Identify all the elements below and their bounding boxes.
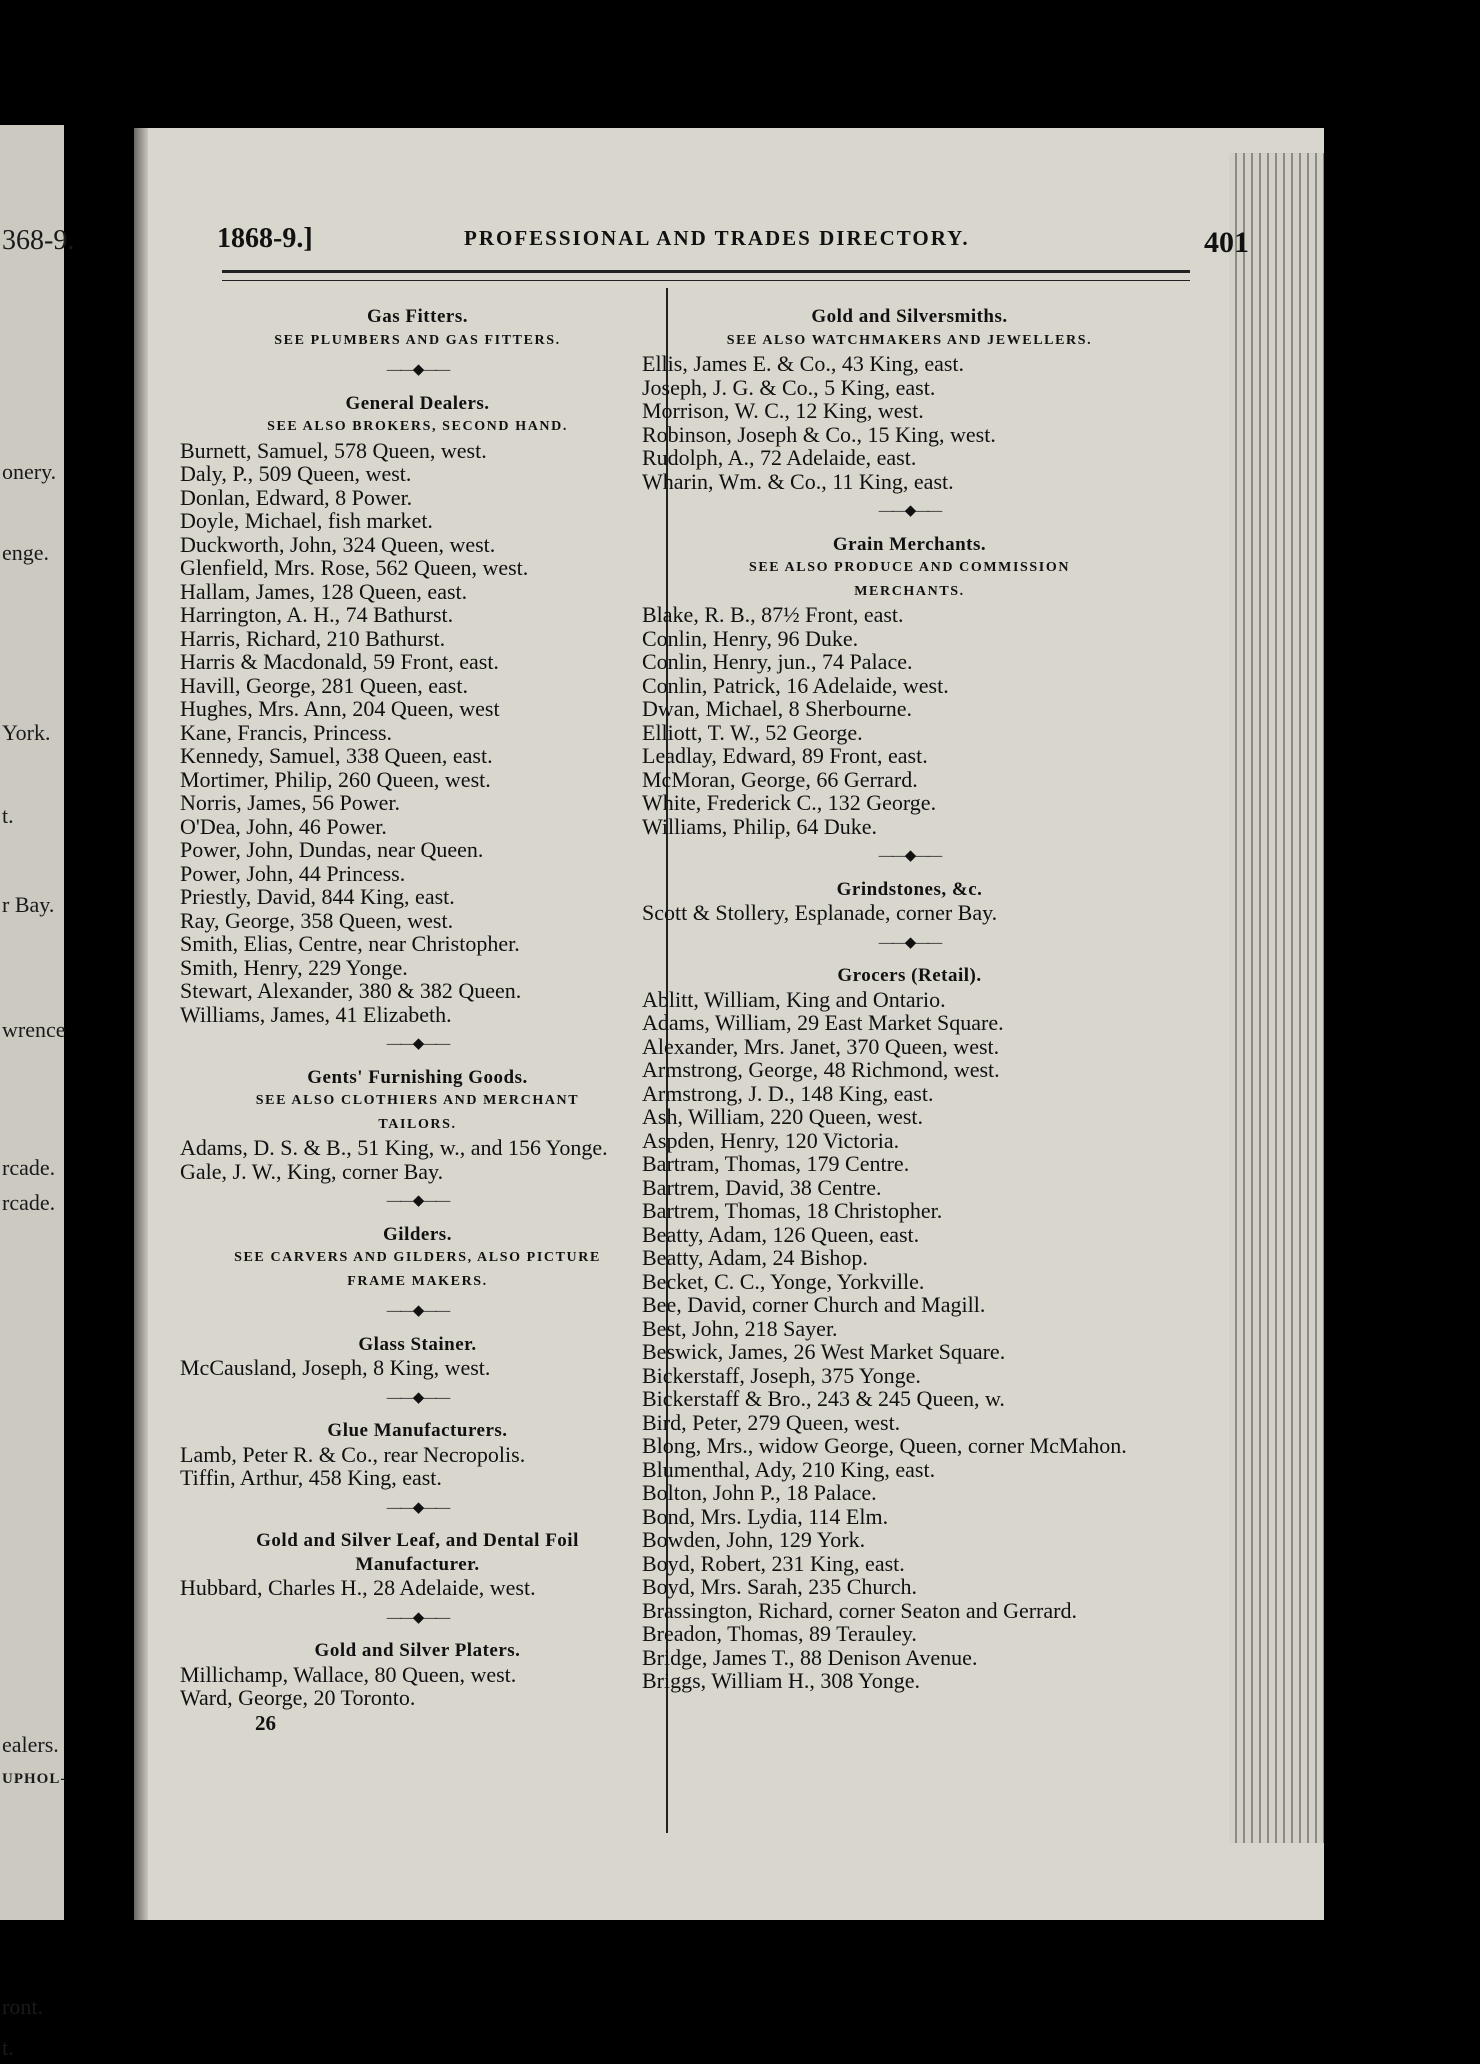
directory-entry: Bee, David, corner Church and Magill.	[642, 1292, 986, 1317]
directory-entry: Bartrem, Thomas, 18 Christopher.	[642, 1198, 943, 1223]
directory-entry: Ward, George, 20 Toronto.	[180, 1685, 416, 1710]
directory-entry: Tiffin, Arthur, 458 King, east.	[180, 1465, 442, 1490]
directory-entry: Scott & Stollery, Esplanade, corner Bay.	[642, 900, 998, 925]
directory-entry: Best, John, 218 Sayer.	[642, 1315, 838, 1341]
section-heading: Glass Stainer.	[358, 1333, 477, 1355]
directory-entry: Adams, William, 29 East Market Square.	[642, 1010, 1004, 1035]
section-ornament: ——◆——	[878, 934, 941, 951]
directory-entry: Lamb, Peter R. & Co., rear Necropolis.	[180, 1441, 526, 1467]
directory-entry: O'Dea, John, 46 Power.	[180, 813, 387, 839]
facing-page-text: wrence	[2, 1017, 66, 1043]
page-number: 401	[1204, 226, 1249, 259]
cross-reference: SEE ALSO CLOTHIERS AND MERCHANT	[255, 1093, 580, 1108]
directory-entry: Morrison, W. C., 12 King, west.	[642, 398, 924, 423]
directory-entry: Bickerstaff, Joseph, 375 Yonge.	[642, 1362, 921, 1388]
cross-reference: SEE ALSO BROKERS, SECOND HAND.	[267, 419, 568, 434]
directory-entry: Aspden, Henry, 120 Victoria.	[642, 1127, 900, 1153]
directory-entry: Daly, P., 509 Queen, west.	[180, 461, 412, 486]
directory-entry: Adams, D. S. & B., 51 King, w., and 156 Yonge.	[180, 1135, 608, 1160]
directory-entry: Beatty, Adam, 24 Bishop.	[642, 1245, 868, 1270]
running-header	[174, 223, 1249, 263]
facing-page-text: ront.	[2, 1994, 43, 2020]
directory-entry: Power, John, 44 Princess.	[180, 860, 406, 886]
signature-mark: 26	[255, 1710, 276, 1735]
directory-entry: Ablitt, William, King and Ontario.	[642, 986, 946, 1012]
directory-entry: Beatty, Adam, 126 Queen, east.	[642, 1221, 920, 1247]
directory-entry: Ellis, James E. & Co., 43 King, east.	[642, 351, 965, 376]
facing-page-text: ealers.	[2, 1731, 59, 1757]
directory-entry: Becket, C. C., Yonge, Yorkville.	[642, 1268, 925, 1294]
directory-entry: Alexander, Mrs. Janet, 370 Queen, west.	[642, 1033, 1000, 1059]
directory-page	[134, 128, 1324, 1920]
directory-entry: Boyd, Robert, 231 King, east.	[642, 1550, 905, 1576]
directory-entry: Power, John, Dundas, near Queen.	[180, 837, 484, 862]
section-ornament: ——◆——	[386, 1036, 449, 1052]
section-heading: Gold and Silver Platers.	[314, 1640, 521, 1661]
directory-entry: Doyle, Michael, fish market.	[180, 508, 433, 533]
section-ornament: ——◆——	[878, 848, 941, 864]
directory-entry: Norris, James, 56 Power.	[180, 790, 400, 815]
section-heading: General Dealers.	[345, 392, 490, 414]
section-ornament: ——◆——	[386, 1303, 449, 1319]
directory-entry: Blong, Mrs., widow George, Queen, corner McMahon.	[642, 1433, 1127, 1458]
section-ornament: ——◆——	[386, 1193, 449, 1209]
header-title: PROFESSIONAL AND TRADES DIRECTORY.	[464, 226, 970, 250]
directory-entry: Armstrong, J. D., 148 King, east.	[642, 1080, 934, 1106]
directory-entry: Beswick, James, 26 West Market Square.	[642, 1339, 1006, 1364]
facing-page-text: 368-9.	[2, 225, 75, 257]
directory-entry: McMoran, George, 66 Gerrard.	[642, 766, 918, 792]
directory-entry: Priestly, David, 844 King, east.	[180, 884, 455, 909]
section-heading: Gold and Silversmiths.	[811, 306, 1008, 327]
directory-entry: Ray, George, 358 Queen, west.	[180, 907, 454, 933]
facing-page-fragment	[0, 125, 75, 2060]
directory-entry: Hubbard, Charles H., 28 Adelaide, west.	[180, 1575, 536, 1600]
directory-entry: Smith, Elias, Centre, near Christopher.	[180, 931, 520, 956]
cross-reference: FRAME MAKERS.	[347, 1273, 488, 1289]
directory-entry: Bird, Peter, 279 Queen, west.	[642, 1409, 901, 1435]
directory-entry: Breadon, Thomas, 89 Terauley.	[642, 1621, 917, 1646]
directory-entry: Bolton, John P., 18 Palace.	[642, 1480, 877, 1505]
facing-page-text: r Bay.	[2, 892, 55, 918]
directory-entry: Armstrong, George, 48 Richmond, west.	[642, 1057, 1000, 1082]
directory-entry: Hughes, Mrs. Ann, 204 Queen, west	[180, 696, 500, 721]
facing-page-text: York.	[2, 719, 51, 745]
directory-entry: Havill, George, 281 Queen, east.	[180, 672, 468, 698]
directory-entry: Conlin, Patrick, 16 Adelaide, west.	[642, 672, 949, 698]
directory-entry: Bowden, John, 129 York.	[642, 1527, 866, 1552]
directory-entry: Williams, Philip, 64 Duke.	[642, 813, 877, 839]
page-gutter	[134, 128, 148, 1920]
directory-entry: Hallam, James, 128 Queen, east.	[180, 578, 468, 604]
section-heading: Grindstones, &c.	[836, 878, 983, 900]
section-heading: Manufacturer.	[355, 1553, 480, 1575]
facing-page-text: t.	[2, 802, 14, 828]
directory-entry: Conlin, Henry, 96 Duke.	[642, 625, 859, 651]
directory-entry: Duckworth, John, 324 Queen, west.	[180, 531, 496, 557]
directory-entry: Glenfield, Mrs. Rose, 562 Queen, west.	[180, 555, 529, 580]
directory-entry: Bridge, James T., 88 Denison Avenue.	[642, 1644, 978, 1670]
directory-entry: White, Frederick C., 132 George.	[642, 790, 937, 815]
directory-entry: Smith, Henry, 229 Yonge.	[180, 954, 408, 980]
directory-entry: McCausland, Joseph, 8 King, west.	[180, 1355, 491, 1380]
section-heading: Glue Manufacturers.	[327, 1420, 508, 1441]
section-heading: Gas Fitters.	[367, 306, 468, 327]
directory-entry: Williams, James, 41 Elizabeth.	[180, 1001, 452, 1027]
directory-entry: Blumenthal, Ady, 210 King, east.	[642, 1456, 936, 1482]
directory-entry: Millichamp, Wallace, 80 Queen, west.	[180, 1661, 517, 1687]
directory-entry: Boyd, Mrs. Sarah, 235 Church.	[642, 1574, 917, 1599]
directory-entry: Conlin, Henry, jun., 74 Palace.	[642, 649, 913, 674]
directory-entry: Leadlay, Edward, 89 Front, east.	[642, 743, 928, 768]
section-heading: Gilders.	[383, 1223, 452, 1245]
section-heading: Grain Merchants.	[832, 533, 987, 555]
directory-entry: Kennedy, Samuel, 338 Queen, east.	[180, 743, 493, 768]
directory-entry: Gale, J. W., King, corner Bay.	[180, 1158, 444, 1184]
directory-entry: Harris, Richard, 210 Bathurst.	[180, 625, 446, 651]
directory-entry: Mortimer, Philip, 260 Queen, west.	[180, 766, 491, 792]
right-column	[642, 296, 1177, 1693]
section-heading: Gold and Silver Leaf, and Dental Foil	[256, 1530, 579, 1551]
directory-entry: Kane, Francis, Princess.	[180, 719, 393, 745]
facing-page-text: t.	[2, 2034, 14, 2060]
facing-page-text: onery.	[2, 459, 57, 485]
cross-reference: SEE CARVERS AND GILDERS, ALSO PICTURE	[234, 1250, 601, 1265]
directory-entry: Bartram, Thomas, 179 Centre.	[642, 1151, 910, 1176]
section-heading: Grocers (Retail).	[837, 965, 982, 986]
directory-entry: Wharin, Wm. & Co., 11 King, east.	[642, 468, 954, 494]
directory-entry: Bond, Mrs. Lydia, 114 Elm.	[642, 1503, 889, 1529]
directory-entry: Brassington, Richard, corner Seaton and Gerrard.	[642, 1597, 1077, 1623]
directory-entry: Joseph, J. G. & Co., 5 King, east.	[642, 374, 936, 400]
directory-entry: Bartrem, David, 38 Centre.	[642, 1174, 882, 1200]
directory-entry: Blake, R. B., 87½ Front, east.	[642, 602, 904, 627]
cross-reference: MERCHANTS.	[854, 583, 965, 599]
directory-entry: Elliott, T. W., 52 George.	[642, 719, 863, 745]
directory-entry: Dwan, Michael, 8 Sherbourne.	[642, 696, 913, 721]
header-rule	[222, 270, 1190, 281]
facing-page-text: UPHOL-	[2, 1770, 67, 1787]
directory-entry: Donlan, Edward, 8 Power.	[180, 484, 413, 510]
section-heading: Gents' Furnishing Goods.	[307, 1066, 528, 1088]
directory-entry: Harris & Macdonald, 59 Front, east.	[180, 649, 499, 674]
section-ornament: ——◆——	[878, 503, 941, 519]
directory-entry: Burnett, Samuel, 578 Queen, west.	[180, 437, 487, 463]
directory-entry: Rudolph, A., 72 Adelaide, east.	[642, 445, 917, 470]
directory-entry: Bickerstaff & Bro., 243 & 245 Queen, w.	[642, 1386, 1005, 1411]
facing-page-text: rcade.	[2, 1154, 56, 1180]
cross-reference: SEE ALSO WATCHMAKERS AND JEWELLERS.	[726, 332, 1093, 348]
directory-entry: Ash, William, 220 Queen, west.	[642, 1104, 924, 1129]
directory-entry: Harrington, A. H., 74 Bathurst.	[180, 602, 454, 627]
directory-entry: Stewart, Alexander, 380 & 382 Queen.	[180, 978, 522, 1003]
section-ornament: ——◆——	[386, 1499, 449, 1516]
cross-reference: SEE ALSO PRODUCE AND COMMISSION	[748, 560, 1071, 575]
directory-entry: Robinson, Joseph & Co., 15 King, west.	[642, 421, 996, 447]
cross-reference: SEE PLUMBERS AND GAS FITTERS.	[274, 332, 561, 348]
header-year: 1868-9.]	[217, 223, 313, 254]
facing-page-text: rcade.	[2, 1189, 56, 1215]
left-column	[180, 296, 655, 1735]
directory-entry: Briggs, William H., 308 Yonge.	[642, 1668, 921, 1693]
section-ornament: ——◆——	[386, 1609, 449, 1626]
section-ornament: ——◆——	[386, 362, 449, 378]
section-ornament: ——◆——	[386, 1389, 449, 1406]
facing-page-text: enge.	[2, 540, 50, 566]
page-edges	[1229, 153, 1324, 1843]
cross-reference: TAILORS.	[378, 1116, 457, 1132]
